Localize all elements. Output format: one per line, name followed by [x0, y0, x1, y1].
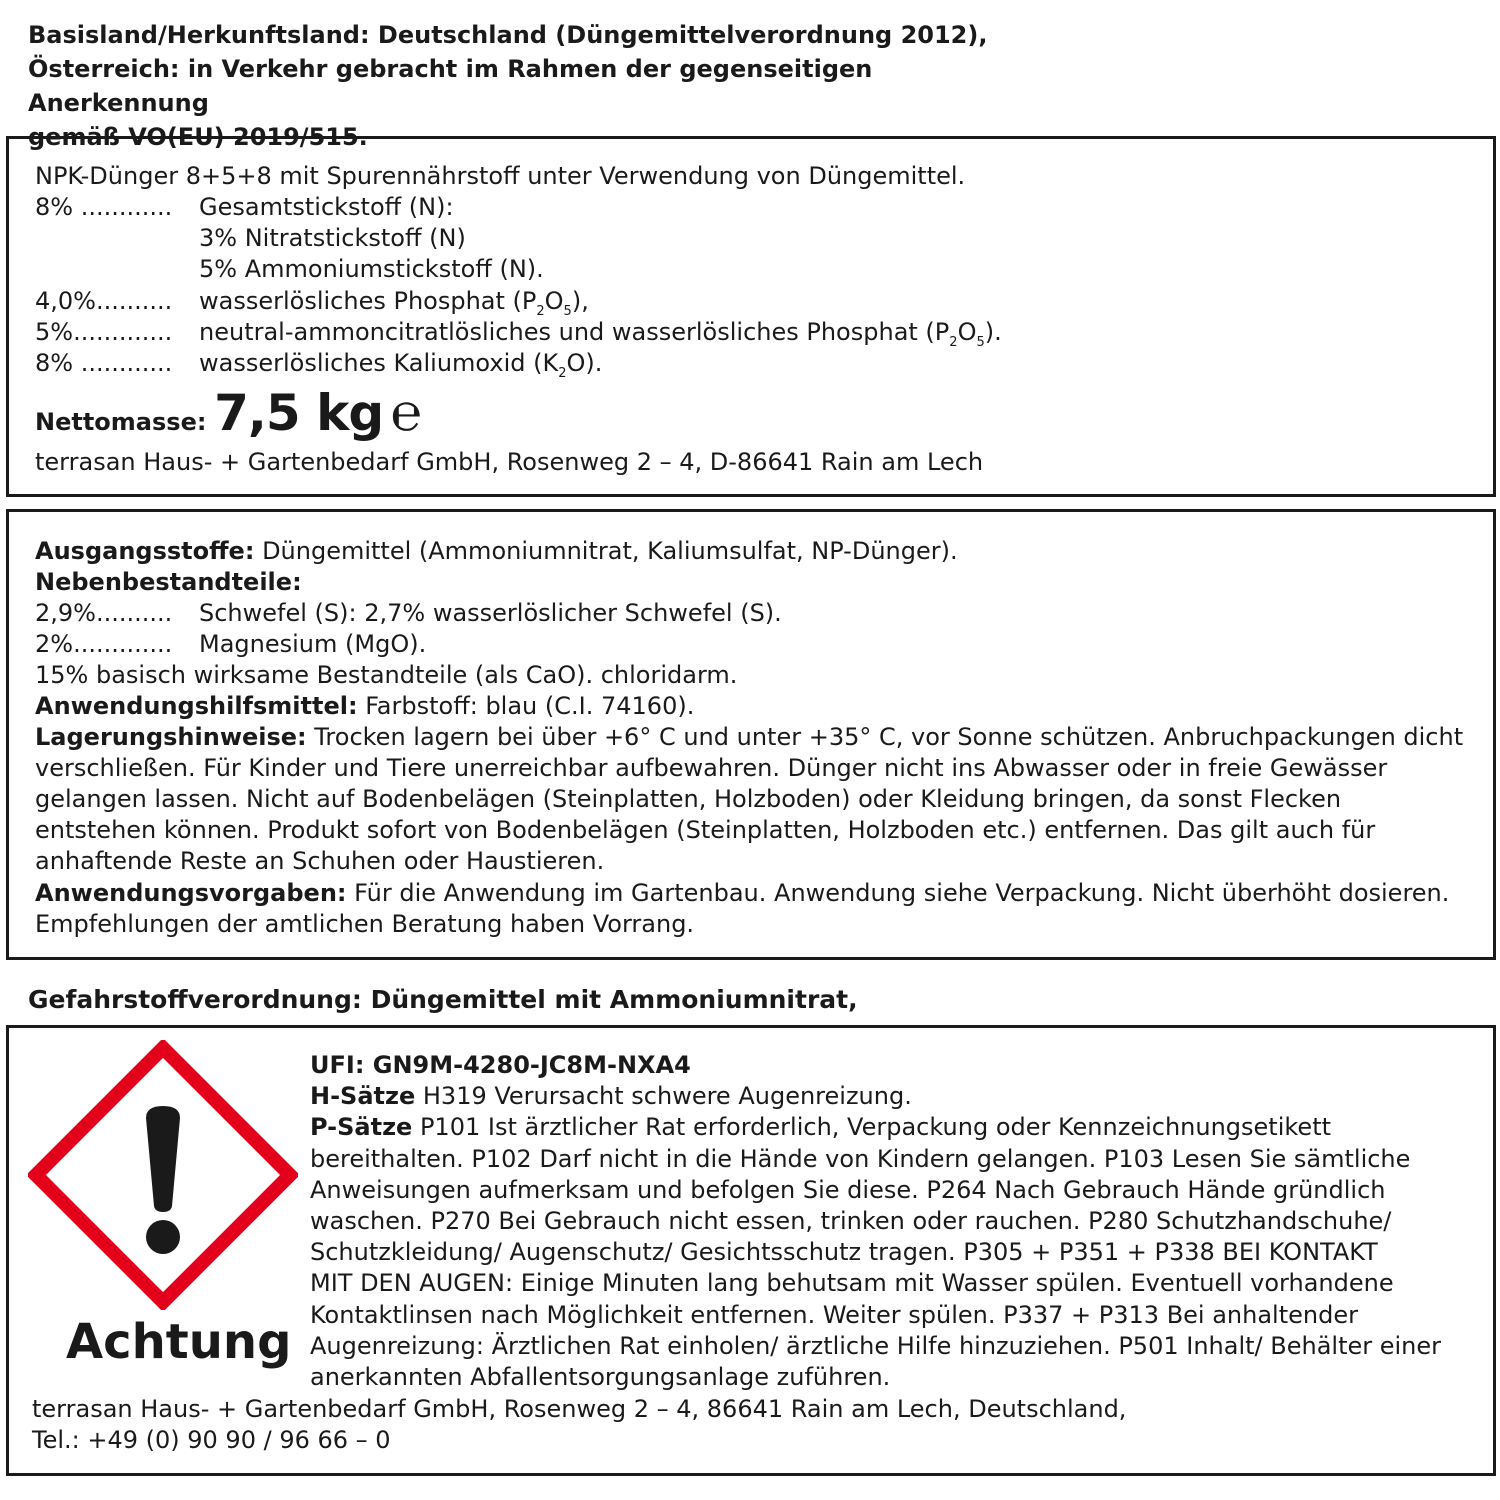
p-statements-line: P-Sätze P101 Ist ärztlicher Rat erforderlich, Verpackung oder Kennzeichnungsetikett — [310, 1113, 1332, 1142]
ufi-code: UFI: GN9M-4280-JC8M-NXA4 — [310, 1051, 691, 1079]
estimated-sign-icon: ℮ — [390, 383, 422, 443]
origin-line-2: Österreich: in Verkehr gebracht im Rahmen der gegenseitigen Anerkennung — [28, 55, 873, 117]
nutrient-row — [9, 286, 1409, 317]
hazard-statements — [310, 1050, 1470, 1393]
lagerung-line: entstehen können. Produkt sofort von Bodenbelägen (Steinplatten, Holzboden etc.) entfernen. Das gilt auch für — [35, 816, 1376, 844]
secondary-amount: 2,9%.......... — [35, 599, 173, 627]
hilfsmittel-text: Farbstoff: blau (C.I. 74160). — [357, 692, 695, 720]
nutrient-text: neutral-ammoncitratlösliches und wasserlösliches Phosphat $(P_2O_5)$. — [199, 318, 1002, 350]
nutrient-amount: 4,0%.......... — [35, 287, 173, 315]
nutrient-amount: 5%............. — [35, 318, 173, 346]
hilfsmittel — [35, 691, 694, 722]
product-declaration-box — [6, 136, 1496, 497]
nutrient-amount: 8% ............ — [35, 349, 173, 377]
secondary-row — [9, 629, 1409, 660]
lagerung-line: gelangen lassen. Nicht auf Bodenbelägen (Steinplatten, Holzboden) oder Kleidung bringen, da sonst Flecken — [35, 785, 1342, 813]
lagerung-line: anhaftende Reste an Schuhen oder Haustieren. — [35, 847, 605, 875]
net-mass-value: 7,5 kg — [214, 384, 384, 442]
ausgangsstoffe-label: Ausgangsstoffe: — [35, 537, 255, 565]
contact-address: terrasan Haus- + Gartenbedarf GmbH, Rosenweg 2 – 4, 86641 Rain am Lech, Deutschland, — [32, 1395, 1127, 1423]
nutrient-text: 3% Nitratstickstoff (N) — [199, 224, 466, 252]
manufacturer-address: terrasan Haus- + Gartenbedarf GmbH, Rosenweg 2 – 4, D-86641 Rain am Lech — [35, 448, 984, 476]
p-statements-line: Augenreizung: Ärztlichen Rat einholen/ ärztliche Hilfe hinzuziehen. P501 Inhalt/ Behälter einer — [310, 1331, 1442, 1360]
hazard-regulation-title: Gefahrstoffverordnung: Düngemittel mit Ammoniumnitrat, — [28, 985, 858, 1014]
nutrient-row — [9, 254, 1409, 285]
nutrient-amount: 8% ............ — [35, 193, 173, 221]
h-text: H319 Verursacht schwere Augenreizung. — [415, 1082, 912, 1111]
nebenbestandteile-label: Nebenbestandteile: — [35, 568, 302, 596]
p-statements-line: anerkannten Abfallentsorgungsanlage zuführen. — [310, 1363, 891, 1392]
nutrient-row — [9, 348, 1409, 379]
product-title: NPK-Dünger 8+5+8 mit Spurennährstoff unter Verwendung von Düngemittel. — [35, 162, 966, 190]
exclamation-mark-hazard-icon — [28, 1040, 298, 1310]
ausgangsstoffe — [35, 536, 958, 567]
nutrient-row — [9, 192, 1409, 223]
p-label: P-Sätze — [310, 1113, 413, 1142]
signal-word: Achtung — [66, 1314, 292, 1370]
vorgaben-line: Empfehlungen der amtlichen Beratung haben Vorrang. — [35, 910, 695, 938]
origin-line-1: Basisland/Herkunftsland: Deutschland (Düngemittelverordnung 2012), — [28, 21, 988, 49]
nutrient-text: 5% Ammoniumstickstoff (N). — [199, 255, 544, 283]
vorgaben-label: Anwendungsvorgaben: — [35, 879, 347, 907]
ausgangsstoffe-text: Düngemittel (Ammoniumnitrat, Kaliumsulfat, NP-Dünger). — [254, 537, 958, 565]
h-statements — [310, 1081, 1470, 1112]
secondary-row — [9, 598, 1409, 629]
net-mass — [35, 383, 422, 452]
nutrient-row — [9, 317, 1409, 348]
p-statements-line: Anweisungen aufmerksam und befolgen Sie diese. P264 Nach Gebrauch Hände gründlich — [310, 1175, 1386, 1204]
lagerung-line: Lagerungshinweise: Trocken lagern bei über +6° C und unter +35° C, vor Sonne schützen. Anbruchpackungen dicht — [35, 723, 1464, 751]
p-statements-line: Schutzkleidung/ Augenschutz/ Gesichtsschutz tragen. P305 + P351 + P338 BEI KONTAKT — [310, 1238, 1378, 1267]
basisch-line: 15% basisch wirksame Bestandteile (als CaO). chloridarm. — [35, 661, 738, 689]
secondary-text: Magnesium (MgO). — [199, 630, 427, 658]
nutrient-row — [9, 223, 1409, 254]
secondary-text: Schwefel (S): 2,7% wasserlöslicher Schwefel (S). — [199, 599, 782, 627]
net-mass-label: Nettomasse: — [35, 408, 207, 436]
lagerung-line: verschließen. Für Kinder und Tiere unerreichbar aufbewahren. Dünger nicht ins Abwasser oder in freie Gewässer — [35, 754, 1388, 782]
secondary-amount: 2%............. — [35, 630, 173, 658]
p-statements-line: waschen. P270 Bei Gebrauch nicht essen, trinken oder rauchen. P280 Schutzhandschuhe/ — [310, 1207, 1392, 1236]
contact-phone: Tel.: +49 (0) 90 90 / 96 66 – 0 — [32, 1426, 391, 1454]
p-statements-line: bereithalten. P102 Darf nicht in die Hände von Kindern gelangen. P103 Lesen Sie sämtliche — [310, 1144, 1411, 1173]
origin-line-3: gemäß VO(EU) 2019/515. — [28, 123, 368, 151]
h-label: H-Sätze — [310, 1082, 416, 1111]
composition-box — [6, 509, 1496, 960]
p-statements-line: Kontaktlinsen nach Möglichkeit entfernen. Weiter spülen. P337 + P313 Bei anhaltender — [310, 1300, 1358, 1329]
nutrient-text: wasserlösliches Phosphat $(P_2O_5)$, — [199, 287, 589, 319]
nutrient-text: Gesamtstickstoff (N): — [199, 193, 454, 221]
hilfsmittel-label: Anwendungshilfsmittel: — [35, 692, 358, 720]
nutrient-text: wasserlösliches Kaliumoxid $(K_2O)$. — [199, 349, 603, 381]
origin-header — [28, 18, 1028, 154]
vorgaben-line: Anwendungsvorgaben: Für die Anwendung im Gartenbau. Anwendung siehe Verpackung. Nicht überhöht dosieren. — [35, 879, 1450, 907]
p-statements-line: MIT DEN AUGEN: Einige Minuten lang behutsam mit Wasser spülen. Eventuell vorhandene — [310, 1269, 1394, 1298]
lagerung-label: Lagerungshinweise: — [35, 723, 307, 751]
